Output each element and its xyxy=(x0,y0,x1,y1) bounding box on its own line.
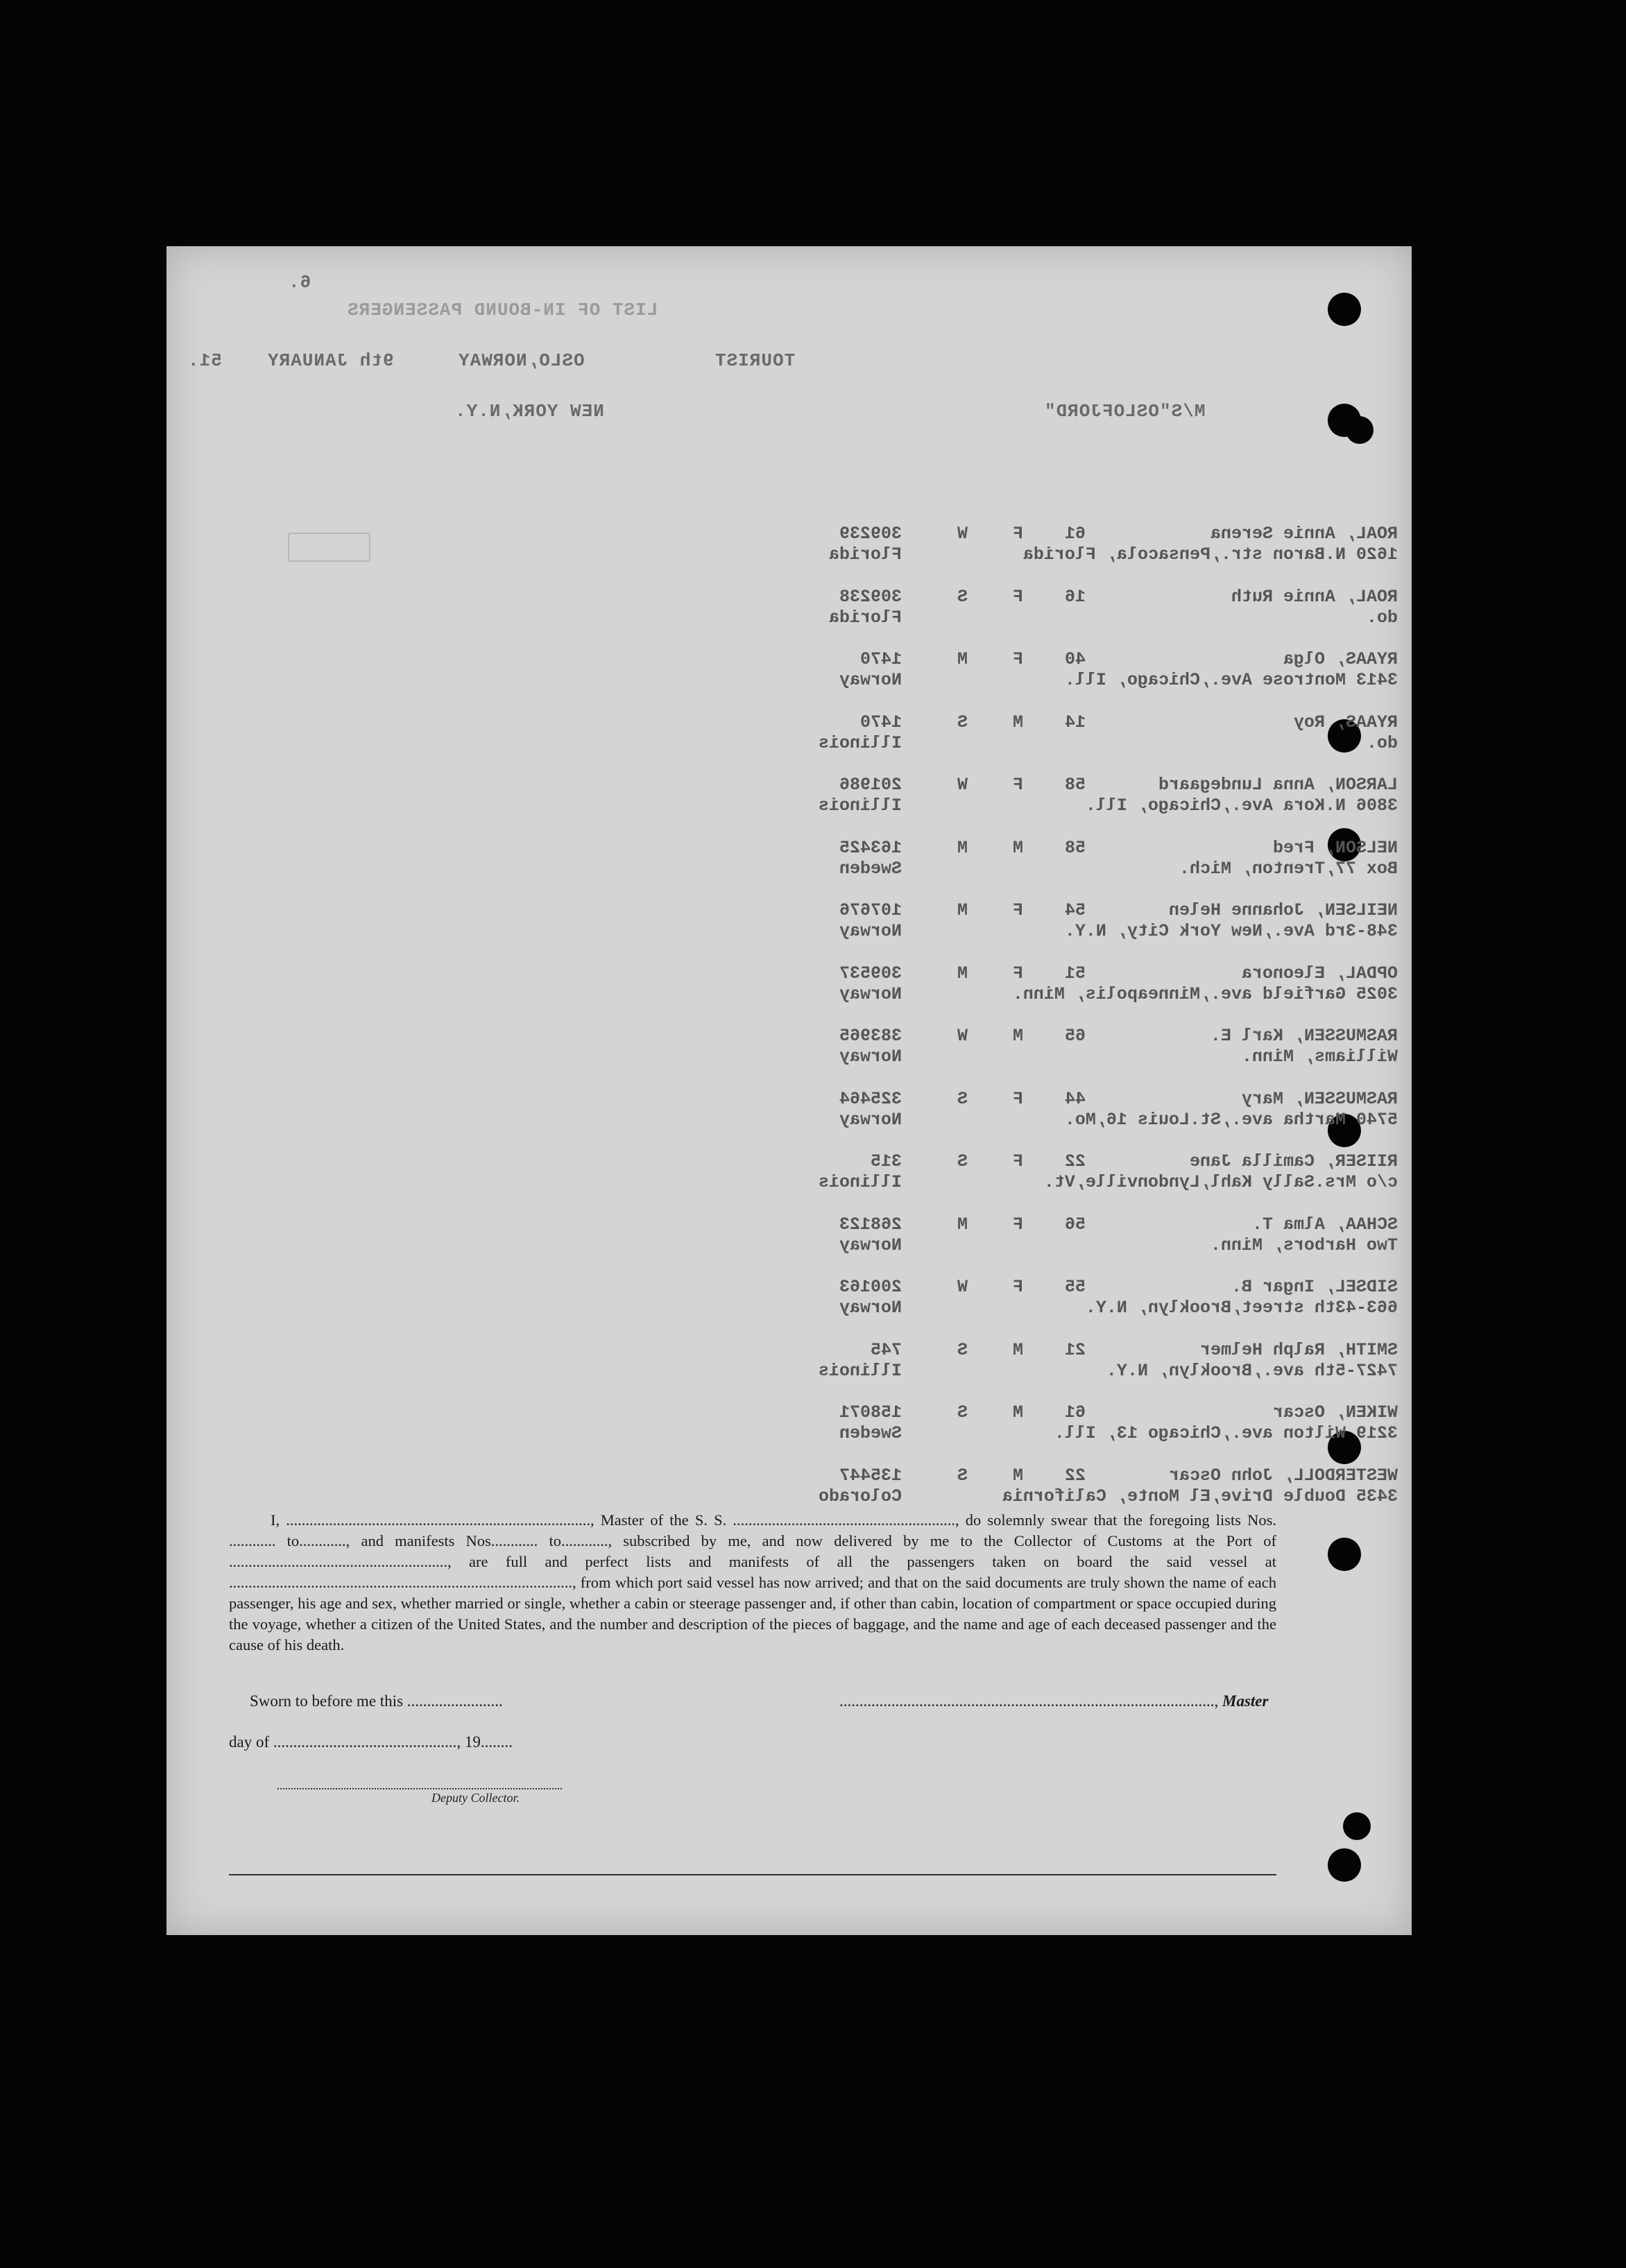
passenger-number: 201986 xyxy=(839,775,902,795)
punch-hole xyxy=(1328,1957,1361,1991)
header-date: 9th JANUARY xyxy=(267,350,394,371)
passenger-address: 663-43th street,Brooklyn, N.Y. xyxy=(1085,1298,1398,1318)
passenger-age: 65 xyxy=(1064,1026,1086,1046)
passenger-number: 1470 xyxy=(859,712,902,732)
passenger-sex: F xyxy=(1012,649,1023,669)
header-class: TOURIST xyxy=(714,350,796,371)
header-year: 51. xyxy=(187,350,222,371)
oath-paragraph: I, .............................................................................., Master of the S. S. ........................................................., do solemnly swear that the foregoing lists Nos. ............ to............, and manifests Nos............ to............, subscribed by me, and now delivered by me to the Collector of Customs at the Port of ........................................................, are full and perfect lists and manifests of all the passengers taken on board the said vessel at ........................................................................................, from which port said vessel has now arrived; and that on the said documents are truly shown the name of each passenger, his age and sex, whether married or single, whether a cabin or steerage passenger and, if other than cabin, location of compartment or space occupied during the voyage, whether a citizen of the United States, and the number and description of the pieces of baggage, and the name and age of each deceased passenger and the cause of his death. xyxy=(229,1511,1276,1653)
passenger-origin: Norway xyxy=(839,1235,902,1255)
passenger-status: W xyxy=(957,524,968,544)
passenger-sex: F xyxy=(1012,1088,1023,1109)
passenger-name: RYAAS, Roy xyxy=(1293,712,1398,732)
passenger-address: 7427-5th ave.,Brooklyn, N.Y. xyxy=(1106,1360,1398,1381)
passenger-status: S xyxy=(957,586,968,607)
passenger-sex: M xyxy=(1012,1465,1023,1486)
master-label: Master xyxy=(1222,1692,1269,1710)
passenger-age: 54 xyxy=(1064,900,1086,920)
passenger-sex: F xyxy=(1012,1151,1023,1171)
manifest-page xyxy=(166,246,1412,1935)
day-line: day of .............................................., 19........ xyxy=(229,1733,513,1751)
passenger-address: c/o Mrs.Sally Kahl,Lyndonville,Vt. xyxy=(1043,1172,1398,1192)
passenger-number: 309537 xyxy=(839,963,902,983)
passenger-number: 158071 xyxy=(839,1402,902,1423)
passenger-sex: F xyxy=(1012,900,1023,920)
passenger-sex: F xyxy=(1012,586,1023,607)
passenger-sex: F xyxy=(1012,963,1023,983)
passenger-status: W xyxy=(957,1026,968,1046)
passenger-age: 22 xyxy=(1064,1151,1086,1171)
vessel-name: M/S"OSLOFJORD" xyxy=(1044,401,1206,422)
passenger-age: 14 xyxy=(1064,712,1086,732)
passenger-name: WESTERDOLL, John Oscar xyxy=(1168,1465,1398,1486)
passenger-origin: Sweden xyxy=(839,858,902,879)
punch-hole xyxy=(1343,1812,1371,1840)
passenger-address: 3413 Montrose Ave.,Chicago, Ill. xyxy=(1064,670,1398,690)
passenger-origin: Florida xyxy=(828,544,902,565)
passenger-age: 44 xyxy=(1064,1088,1086,1109)
passenger-number: 107676 xyxy=(839,900,902,920)
passenger-status: M xyxy=(957,900,968,920)
passenger-number: 268123 xyxy=(839,1214,902,1235)
passenger-origin: Colorado xyxy=(818,1486,902,1506)
passenger-age: 56 xyxy=(1064,1214,1086,1235)
passenger-number: 1470 xyxy=(859,649,902,669)
passenger-age: 51 xyxy=(1064,963,1086,983)
passenger-address: 1620 N.Baron str.,Pensacola, Florida xyxy=(1022,544,1398,565)
faint-stamp xyxy=(288,533,370,562)
master-dots: .............................................................................................., xyxy=(839,1692,1219,1710)
passenger-age: 55 xyxy=(1064,1277,1086,1297)
passenger-status: S xyxy=(957,1402,968,1423)
passenger-number: 200163 xyxy=(839,1277,902,1297)
passenger-number: 163425 xyxy=(839,837,902,858)
sworn-line: Sworn to before me this ........................ xyxy=(250,1692,503,1710)
passenger-age: 16 xyxy=(1064,586,1086,607)
passenger-name: LARSON, Anna Lundegaard xyxy=(1158,775,1398,795)
passenger-number: 745 xyxy=(870,1339,902,1360)
oath-text xyxy=(229,1510,1276,1656)
passenger-status: M xyxy=(957,963,968,983)
passenger-name: ROAL, Annie Serena xyxy=(1210,524,1398,544)
punch-hole xyxy=(1328,293,1361,326)
passenger-sex: F xyxy=(1012,1277,1023,1297)
passenger-age: 61 xyxy=(1064,524,1086,544)
passenger-origin: Norway xyxy=(839,670,902,690)
passenger-address: 3219 Wilton ave.,Chicago 13, Ill. xyxy=(1054,1423,1398,1443)
passenger-status: M xyxy=(957,1214,968,1235)
passenger-name: WIKEN, Oscar xyxy=(1272,1402,1398,1423)
passenger-sex: F xyxy=(1012,1214,1023,1235)
passenger-sex: M xyxy=(1012,1402,1023,1423)
passenger-sex: M xyxy=(1012,1339,1023,1360)
passenger-age: 22 xyxy=(1064,1465,1086,1486)
passenger-status: S xyxy=(957,1151,968,1171)
passenger-number: 315 xyxy=(870,1151,902,1171)
passenger-origin: Norway xyxy=(839,921,902,941)
passenger-name: SIDSEL, Ingar B. xyxy=(1231,1277,1398,1297)
passenger-sex: M xyxy=(1012,837,1023,858)
passenger-sex: M xyxy=(1012,1026,1023,1046)
passenger-status: S xyxy=(957,1465,968,1486)
passenger-address: Williams, Minn. xyxy=(1241,1047,1398,1067)
passenger-status: W xyxy=(957,775,968,795)
passenger-age: 61 xyxy=(1064,1402,1086,1423)
passenger-address: Two Harbors, Minn. xyxy=(1210,1235,1398,1255)
passenger-age: 40 xyxy=(1064,649,1086,669)
passenger-origin: Florida xyxy=(828,607,902,628)
passenger-address: 3435 Double Drive,El Monte, California xyxy=(1002,1486,1398,1506)
passenger-sex: F xyxy=(1012,775,1023,795)
passenger-address: 3025 Garfield ave.,Minneapolis, Minn. xyxy=(1012,983,1398,1004)
header-route: OSLO,NORWAY xyxy=(458,350,585,371)
passenger-sex: M xyxy=(1012,712,1023,732)
passenger-address: 5740 Martha ave.,St.Louis 16,Mo. xyxy=(1064,1109,1398,1130)
passenger-name: ROAL, Annie Ruth xyxy=(1231,586,1398,607)
passenger-name: SMITH, Ralph Helmer xyxy=(1199,1339,1398,1360)
punch-hole xyxy=(1328,1848,1361,1882)
master-signature-line xyxy=(839,1692,1268,1710)
punch-hole xyxy=(1346,416,1373,444)
passenger-number: 135447 xyxy=(839,1465,902,1486)
passenger-sex: F xyxy=(1012,524,1023,544)
passenger-address: 3806 N.Kora Ave.,Chicago, Ill. xyxy=(1085,796,1398,816)
passenger-status: S xyxy=(957,1088,968,1109)
passenger-age: 21 xyxy=(1064,1339,1086,1360)
passenger-number: 325464 xyxy=(839,1088,902,1109)
passenger-name: OPDAL, Eleonora xyxy=(1241,963,1398,983)
deputy-label: Deputy Collector. xyxy=(431,1791,520,1805)
passenger-address: do. xyxy=(1366,732,1398,753)
passenger-number: 309239 xyxy=(839,524,902,544)
passenger-status: S xyxy=(957,1339,968,1360)
passenger-origin: Norway xyxy=(839,1298,902,1318)
passenger-address: 348-3rd Ave.,New York City, N.Y. xyxy=(1064,921,1398,941)
passenger-origin: Illinois xyxy=(818,1172,902,1192)
passenger-name: RIISER, Camilla Jane xyxy=(1189,1151,1398,1171)
passenger-name: RYAAS, Olga xyxy=(1283,649,1398,669)
passenger-status: M xyxy=(957,649,968,669)
passenger-name: RASMUSSEN, Karl E. xyxy=(1210,1026,1398,1046)
arrival-port: NEW YORK,N.Y. xyxy=(454,401,604,422)
passenger-origin: Norway xyxy=(839,983,902,1004)
passenger-address: do. xyxy=(1366,607,1398,628)
passenger-name: RASMUSSEN, Mary xyxy=(1241,1088,1398,1109)
list-title: LIST OF IN-BOUND PASSENGERS xyxy=(347,300,658,320)
passenger-name: NELSON, Fred xyxy=(1272,837,1398,858)
passenger-origin: Sweden xyxy=(839,1423,902,1443)
passenger-status: W xyxy=(957,1277,968,1297)
passenger-origin: Norway xyxy=(839,1047,902,1067)
passenger-number: 383965 xyxy=(839,1026,902,1046)
passenger-origin: Illinois xyxy=(818,732,902,753)
passenger-status: S xyxy=(957,712,968,732)
passenger-age: 58 xyxy=(1064,775,1086,795)
passenger-address: Box 77,Trenton, Mich. xyxy=(1179,858,1398,879)
punch-hole xyxy=(1328,1538,1361,1571)
passenger-name: NEILSEN, Johanne Helen xyxy=(1168,900,1398,920)
passenger-name: SCHAA, Alma T. xyxy=(1251,1214,1398,1235)
deputy-signature-line xyxy=(277,1788,562,1789)
passenger-origin: Illinois xyxy=(818,796,902,816)
passenger-status: M xyxy=(957,837,968,858)
passenger-number: 309238 xyxy=(839,586,902,607)
passenger-origin: Norway xyxy=(839,1109,902,1130)
page-number: 6. xyxy=(288,272,311,293)
passenger-origin: Illinois xyxy=(818,1360,902,1381)
passenger-age: 58 xyxy=(1064,837,1086,858)
bottom-rule xyxy=(229,1874,1276,1875)
